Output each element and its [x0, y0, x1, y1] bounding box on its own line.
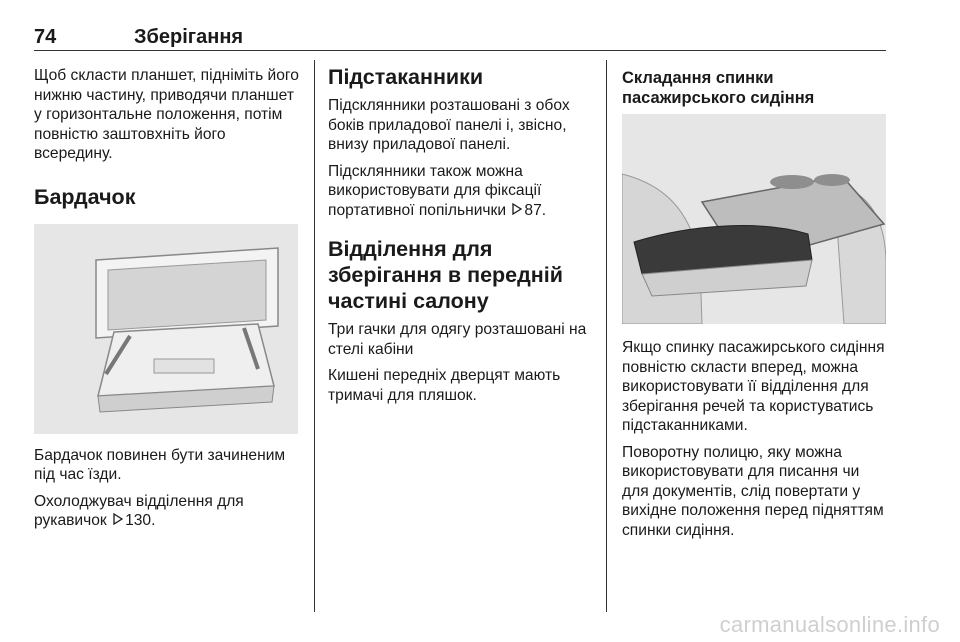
front-storage-heading: Відділення для зберігання в передній частині салону: [328, 237, 563, 313]
seatback-heading: Складання спинки пасажирського сидіння: [622, 69, 815, 107]
column-divider-2: [606, 60, 607, 612]
column-1: [34, 66, 300, 538]
page-header: [34, 22, 886, 52]
glovebox-paragraph-2-text: Охолоджувач відділення для рукавичок: [34, 492, 244, 529]
seatback-paragraph-1: Якщо спинку пасажирського сидіння повністю скласти вперед, можна використовувати її відділення для зберігання речей та користуватись підстаканниками.: [622, 339, 885, 434]
column-2: [328, 64, 596, 412]
column-divider-1: [314, 60, 315, 612]
header-rule: [34, 50, 886, 51]
front-storage-paragraph-2: Кишені передніх дверцят мають тримачі для пляшок.: [328, 367, 561, 404]
cupholders-heading: Підстаканники: [328, 65, 484, 89]
glovebox-page-reference[interactable]: 130.: [125, 512, 156, 529]
cupholders-paragraph-1: Підсклянники розташовані з обох боків приладової панелі і, звісно, внизу приладової панелі.: [328, 97, 570, 153]
glovebox-paragraph-2: [34, 492, 300, 531]
column-3: [622, 68, 888, 547]
chapter-title: Зберігання: [134, 26, 244, 48]
watermark: carmanualsonline.info: [719, 612, 940, 637]
seatback-paragraph-2: Поворотну полицю, яку можна використовувати для писання чи для документів, слід повертати у вихідне положення перед підняттям спинки сидіння.: [622, 443, 884, 539]
cupholders-page-reference[interactable]: 87.: [524, 201, 547, 219]
cupholders-paragraph-2-text: Підсклянники також можна використовувати для фіксації портативної попільнички: [328, 162, 542, 219]
page-number: 74: [34, 26, 57, 48]
seatback-drawing: [622, 114, 886, 324]
glovebox-paragraph-1: Бардачок повинен бути зачиненим під час їзди.: [34, 446, 286, 483]
intro-paragraph: Щоб скласти планшет, підніміть його нижню частину, приводячи планшет у горизонтальне положення, потім повністю заштовхніть його всередину.: [34, 67, 299, 162]
page-reference-arrow-icon: [512, 203, 522, 215]
glovebox-illustration: [34, 224, 298, 434]
cupholders-paragraph-2: [328, 162, 596, 221]
glovebox-drawing: [34, 224, 298, 434]
page-reference-arrow-icon: [113, 513, 123, 525]
glovebox-heading: Бардачок: [34, 184, 136, 209]
front-storage-paragraph-1: Три гачки для одягу розташовані на стелі кабіни: [328, 321, 587, 358]
seatback-illustration: [622, 114, 886, 324]
